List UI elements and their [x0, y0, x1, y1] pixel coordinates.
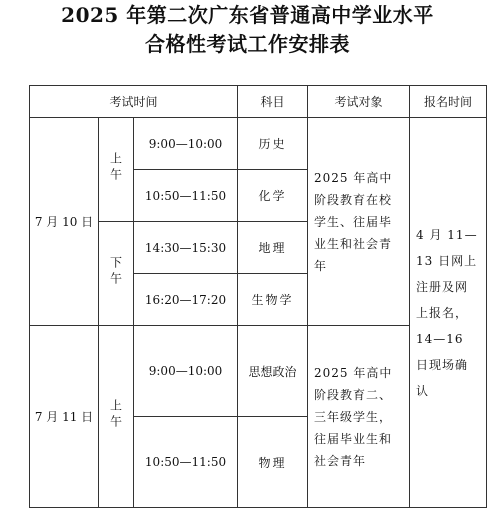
period-cell	[99, 118, 134, 222]
subject-cell: 地理	[238, 222, 308, 274]
time-cell: 16:20—17:20	[134, 274, 238, 326]
document-title-line-1: 2025 年第二次广东省普通高中学业水平	[61, 3, 434, 27]
period-cell	[99, 222, 134, 326]
time-cell: 9:00—10:00	[134, 326, 238, 417]
subject-cell: 思想政治	[238, 326, 308, 417]
subject-cell: 历史	[238, 118, 308, 170]
target-cell: 2025 年高中阶段教育二、三年级学生，往届毕业生和社会青年	[308, 326, 410, 508]
period-label: 上午	[108, 152, 123, 184]
target-cell: 2025 年高中阶段教育在校学生、往届毕业生和社会青年	[308, 118, 410, 326]
time-cell: 10:50—11:50	[134, 170, 238, 222]
period-label: 上午	[108, 399, 123, 431]
subject-cell: 物理	[238, 417, 308, 508]
time-cell: 10:50—11:50	[134, 417, 238, 508]
header-signup-time: 报名时间	[410, 86, 487, 118]
time-cell: 14:30—15:30	[134, 222, 238, 274]
header-exam-time: 考试时间	[30, 86, 238, 118]
header-row	[30, 86, 487, 118]
period-cell	[99, 326, 134, 508]
table-row	[30, 118, 487, 170]
exam-schedule-table	[29, 85, 487, 508]
header-target: 考试对象	[308, 86, 410, 118]
time-cell: 9:00—10:00	[134, 118, 238, 170]
subject-cell: 生物学	[238, 274, 308, 326]
subject-cell: 化学	[238, 170, 308, 222]
date-cell: 7 月 11 日	[30, 326, 99, 508]
document-title-line-2: 合格性考试工作安排表	[145, 32, 350, 56]
date-cell: 7 月 10 日	[30, 118, 99, 326]
header-subject: 科目	[238, 86, 308, 118]
signup-cell: 4 月 11—13 日网上注册及网上报名，14—16 日现场确认	[410, 118, 487, 508]
period-label: 下午	[108, 256, 123, 288]
